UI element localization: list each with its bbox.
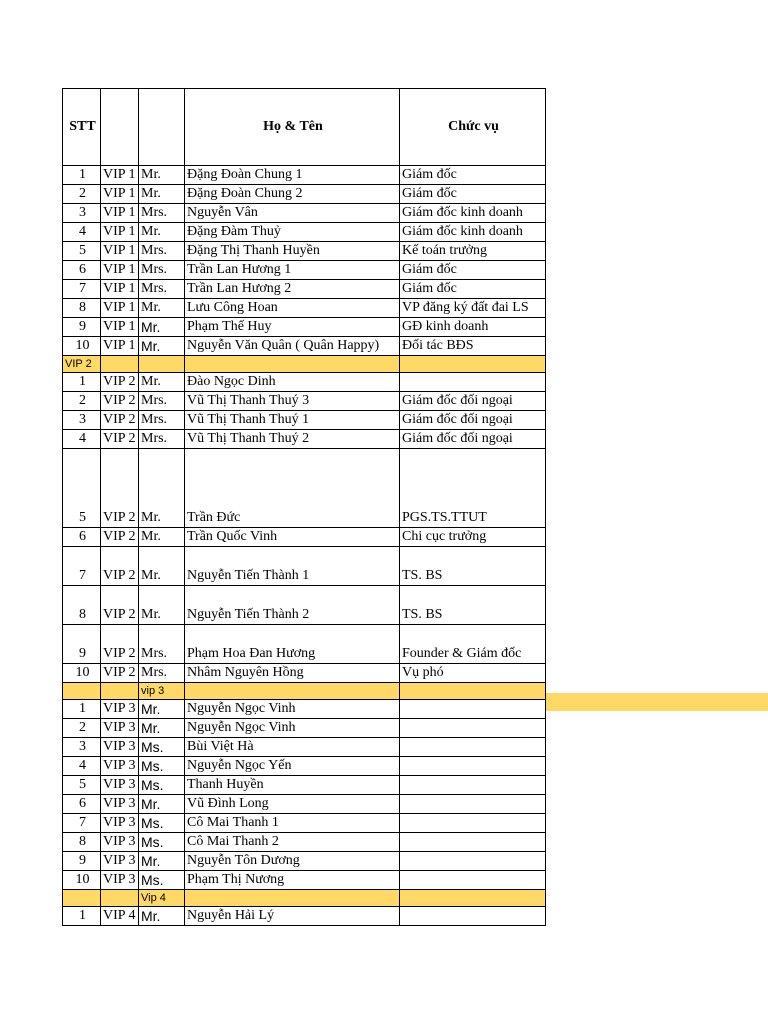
cell-name: Phạm Hoa Đan Hương <box>185 625 400 664</box>
cell-vip-level: VIP 1 <box>101 223 139 242</box>
table-row <box>63 700 546 719</box>
section-cell <box>185 356 400 373</box>
cell-title: Ms. <box>139 776 185 795</box>
cell-position <box>400 814 546 833</box>
cell-position: VP đăng ký đất đai LS <box>400 299 546 318</box>
table-row <box>63 586 546 625</box>
section-label: Vip 4 <box>139 890 185 907</box>
cell-position: TS. BS <box>400 586 546 625</box>
cell-name: Nguyễn Ngọc Vinh <box>185 719 400 738</box>
cell-stt: 3 <box>63 738 101 757</box>
cell-stt: 5 <box>63 776 101 795</box>
cell-vip-level: VIP 1 <box>101 318 139 337</box>
cell-stt: 4 <box>63 223 101 242</box>
cell-title: Mr. <box>139 373 185 392</box>
section-row <box>63 890 546 907</box>
cell-position <box>400 795 546 814</box>
table-row <box>63 795 546 814</box>
cell-position: Giám đốc kinh doanh <box>400 223 546 242</box>
header-title <box>139 89 185 166</box>
cell-name: Nguyễn Ngọc Yến <box>185 757 400 776</box>
cell-position <box>400 719 546 738</box>
cell-vip-level: VIP 1 <box>101 242 139 261</box>
table-row <box>63 166 546 185</box>
cell-stt: 8 <box>63 299 101 318</box>
cell-vip-level: VIP 2 <box>101 449 139 528</box>
cell-position: Vụ phó <box>400 664 546 683</box>
table-row <box>63 299 546 318</box>
cell-position <box>400 700 546 719</box>
cell-vip-level: VIP 3 <box>101 871 139 890</box>
cell-stt: 1 <box>63 166 101 185</box>
table-row <box>63 449 546 528</box>
cell-vip-level: VIP 1 <box>101 261 139 280</box>
cell-vip-level: VIP 2 <box>101 547 139 586</box>
cell-name: Đào Ngọc Dinh <box>185 373 400 392</box>
cell-title: Ms. <box>139 738 185 757</box>
table-row <box>63 280 546 299</box>
cell-vip-level: VIP 2 <box>101 625 139 664</box>
cell-title: Mr. <box>139 700 185 719</box>
table-row <box>63 719 546 738</box>
cell-title: Ms. <box>139 871 185 890</box>
cell-stt: 10 <box>63 871 101 890</box>
cell-vip-level: VIP 3 <box>101 852 139 871</box>
cell-stt: 9 <box>63 625 101 664</box>
table-row <box>63 833 546 852</box>
table-row <box>63 547 546 586</box>
cell-vip-level: VIP 3 <box>101 700 139 719</box>
cell-title: Mr. <box>139 586 185 625</box>
row-highlight-band <box>546 693 768 711</box>
cell-title: Mrs. <box>139 392 185 411</box>
cell-stt: 8 <box>63 833 101 852</box>
cell-title: Mrs. <box>139 280 185 299</box>
cell-name: Đặng Đàm Thuỷ <box>185 223 400 242</box>
cell-stt: 4 <box>63 430 101 449</box>
cell-vip-level: VIP 4 <box>101 907 139 926</box>
cell-vip-level: VIP 1 <box>101 166 139 185</box>
cell-name: Trần Lan Hương 1 <box>185 261 400 280</box>
cell-vip-level: VIP 2 <box>101 664 139 683</box>
cell-title: Mrs. <box>139 242 185 261</box>
cell-stt: 2 <box>63 392 101 411</box>
header-vip <box>101 89 139 166</box>
cell-vip-level: VIP 3 <box>101 795 139 814</box>
cell-name: Trần Lan Hương 2 <box>185 280 400 299</box>
table-row <box>63 907 546 926</box>
cell-position: Giám đốc đối ngoại <box>400 430 546 449</box>
table-row <box>63 318 546 337</box>
header-name: Họ & Tên <box>185 89 400 166</box>
cell-position: Giám đốc <box>400 261 546 280</box>
cell-stt: 1 <box>63 373 101 392</box>
cell-vip-level: VIP 2 <box>101 528 139 547</box>
header-stt: STT <box>63 89 101 166</box>
cell-position: TS. BS <box>400 547 546 586</box>
cell-vip-level: VIP 1 <box>101 204 139 223</box>
cell-title: Mr. <box>139 907 185 926</box>
cell-position: Founder & Giám đốc <box>400 625 546 664</box>
cell-title: Mr. <box>139 223 185 242</box>
cell-title: Mr. <box>139 166 185 185</box>
cell-name: Vũ Thị Thanh Thuý 3 <box>185 392 400 411</box>
cell-title: Mr. <box>139 528 185 547</box>
section-label: vip 3 <box>139 683 185 700</box>
cell-vip-level: VIP 3 <box>101 738 139 757</box>
cell-position: Giám đốc <box>400 280 546 299</box>
cell-vip-level: VIP 3 <box>101 833 139 852</box>
cell-title: Mrs. <box>139 664 185 683</box>
cell-position: Giám đốc đối ngoại <box>400 392 546 411</box>
table-row <box>63 776 546 795</box>
cell-name: Nguyễn Tiến Thành 1 <box>185 547 400 586</box>
cell-vip-level: VIP 1 <box>101 337 139 356</box>
cell-vip-level: VIP 1 <box>101 299 139 318</box>
cell-position: Giám đốc kinh doanh <box>400 204 546 223</box>
table-row <box>63 261 546 280</box>
cell-title: Ms. <box>139 814 185 833</box>
cell-stt: 6 <box>63 795 101 814</box>
cell-position: PGS.TS.TTUT <box>400 449 546 528</box>
cell-position: Kế toán trưởng <box>400 242 546 261</box>
cell-title: Mrs. <box>139 204 185 223</box>
cell-name: Nguyễn Hải Lý <box>185 907 400 926</box>
cell-stt: 2 <box>63 719 101 738</box>
table-row <box>63 430 546 449</box>
cell-name: Thanh Huyền <box>185 776 400 795</box>
cell-name: Cô Mai Thanh 1 <box>185 814 400 833</box>
section-cell <box>101 356 139 373</box>
cell-position: GĐ kinh doanh <box>400 318 546 337</box>
cell-title: Mr. <box>139 449 185 528</box>
cell-name: Nguyễn Tiến Thành 2 <box>185 586 400 625</box>
cell-title: Mr. <box>139 547 185 586</box>
table-row <box>63 852 546 871</box>
cell-vip-level: VIP 1 <box>101 185 139 204</box>
cell-vip-level: VIP 3 <box>101 719 139 738</box>
cell-name: Phạm Thị Nương <box>185 871 400 890</box>
cell-title: Mr. <box>139 337 185 356</box>
cell-name: Trần Quốc Vinh <box>185 528 400 547</box>
section-label: VIP 2 <box>63 356 101 373</box>
cell-name: Phạm Thế Huy <box>185 318 400 337</box>
table-row <box>63 411 546 430</box>
cell-vip-level: VIP 2 <box>101 373 139 392</box>
cell-title: Mr. <box>139 318 185 337</box>
cell-title: Mr. <box>139 299 185 318</box>
cell-name: Trần Đức <box>185 449 400 528</box>
section-cell <box>101 890 139 907</box>
cell-title: Mr. <box>139 852 185 871</box>
cell-position: Đối tác BĐS <box>400 337 546 356</box>
cell-title: Mrs. <box>139 430 185 449</box>
cell-position <box>400 833 546 852</box>
cell-vip-level: VIP 1 <box>101 280 139 299</box>
cell-stt: 6 <box>63 528 101 547</box>
section-cell <box>63 683 101 700</box>
cell-name: Vũ Thị Thanh Thuý 2 <box>185 430 400 449</box>
cell-stt: 1 <box>63 907 101 926</box>
cell-stt: 2 <box>63 185 101 204</box>
table-row <box>63 373 546 392</box>
cell-stt: 10 <box>63 337 101 356</box>
cell-vip-level: VIP 2 <box>101 411 139 430</box>
cell-position: Giám đốc <box>400 185 546 204</box>
table-row <box>63 337 546 356</box>
cell-stt: 4 <box>63 757 101 776</box>
cell-name: Cô Mai Thanh 2 <box>185 833 400 852</box>
cell-name: Đặng Thị Thanh Huyền <box>185 242 400 261</box>
cell-title: Mrs. <box>139 625 185 664</box>
cell-position: Giám đốc <box>400 166 546 185</box>
cell-stt: 6 <box>63 261 101 280</box>
cell-name: Vũ Thị Thanh Thuý 1 <box>185 411 400 430</box>
cell-stt: 5 <box>63 242 101 261</box>
cell-title: Mrs. <box>139 411 185 430</box>
cell-title: Mr. <box>139 795 185 814</box>
cell-stt: 1 <box>63 700 101 719</box>
section-cell <box>400 890 546 907</box>
guest-list-table <box>62 88 546 926</box>
cell-name: Nguyễn Tôn Dương <box>185 852 400 871</box>
cell-vip-level: VIP 2 <box>101 586 139 625</box>
cell-stt: 8 <box>63 586 101 625</box>
cell-position: Giám đốc đối ngoại <box>400 411 546 430</box>
cell-vip-level: VIP 3 <box>101 776 139 795</box>
cell-vip-level: VIP 2 <box>101 392 139 411</box>
cell-name: Vũ Đình Long <box>185 795 400 814</box>
section-cell <box>185 890 400 907</box>
cell-stt: 7 <box>63 547 101 586</box>
cell-position <box>400 852 546 871</box>
cell-stt: 5 <box>63 449 101 528</box>
cell-name: Nguyễn Ngọc Vinh <box>185 700 400 719</box>
cell-position <box>400 907 546 926</box>
table-row <box>63 204 546 223</box>
table-row <box>63 871 546 890</box>
cell-title: Mrs. <box>139 261 185 280</box>
section-cell <box>400 683 546 700</box>
cell-name: Đặng Đoàn Chung 2 <box>185 185 400 204</box>
cell-name: Nguyễn Vân <box>185 204 400 223</box>
cell-position: Chi cục trưởng <box>400 528 546 547</box>
cell-stt: 3 <box>63 411 101 430</box>
cell-stt: 3 <box>63 204 101 223</box>
cell-vip-level: VIP 2 <box>101 430 139 449</box>
cell-position <box>400 871 546 890</box>
section-row <box>63 356 546 373</box>
table-row <box>63 242 546 261</box>
table-row <box>63 223 546 242</box>
header-row <box>63 89 546 166</box>
section-row <box>63 683 546 700</box>
cell-stt: 7 <box>63 280 101 299</box>
table-row <box>63 625 546 664</box>
table-row <box>63 814 546 833</box>
table-row <box>63 738 546 757</box>
table-row <box>63 392 546 411</box>
cell-position <box>400 373 546 392</box>
cell-stt: 9 <box>63 318 101 337</box>
cell-name: Nhâm Nguyên Hồng <box>185 664 400 683</box>
section-cell <box>400 356 546 373</box>
cell-position <box>400 738 546 757</box>
table-row <box>63 185 546 204</box>
cell-name: Lưu Công Hoan <box>185 299 400 318</box>
cell-stt: 10 <box>63 664 101 683</box>
table-body <box>63 166 546 926</box>
cell-title: Ms. <box>139 757 185 776</box>
table-row <box>63 664 546 683</box>
cell-stt: 7 <box>63 814 101 833</box>
section-cell <box>139 356 185 373</box>
cell-name: Nguyễn Văn Quân ( Quân Happy) <box>185 337 400 356</box>
cell-position <box>400 757 546 776</box>
cell-title: Ms. <box>139 833 185 852</box>
cell-position <box>400 776 546 795</box>
table-row <box>63 757 546 776</box>
cell-title: Mr. <box>139 185 185 204</box>
cell-name: Đặng Đoàn Chung 1 <box>185 166 400 185</box>
section-cell <box>185 683 400 700</box>
section-cell <box>101 683 139 700</box>
cell-vip-level: VIP 3 <box>101 814 139 833</box>
section-cell <box>63 890 101 907</box>
cell-vip-level: VIP 3 <box>101 757 139 776</box>
table-row <box>63 528 546 547</box>
cell-name: Bùi Việt Hà <box>185 738 400 757</box>
cell-stt: 9 <box>63 852 101 871</box>
cell-title: Mr. <box>139 719 185 738</box>
header-position: Chức vụ <box>400 89 546 166</box>
